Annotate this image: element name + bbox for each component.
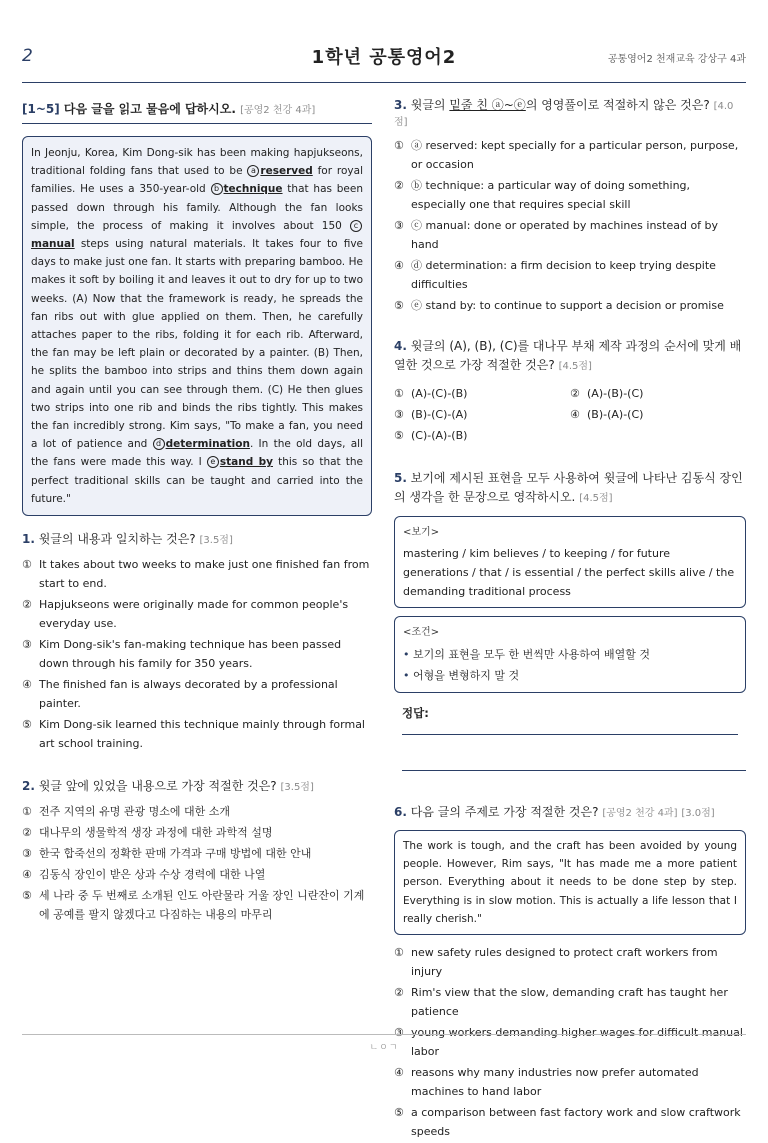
option-mark: ⑤ xyxy=(394,429,404,442)
answer-option[interactable] xyxy=(394,296,746,315)
answer-option[interactable] xyxy=(394,1063,746,1101)
left-column xyxy=(22,100,372,926)
page-footer: ㄴㅇㄱ xyxy=(369,1043,399,1053)
option-mark: ② xyxy=(394,986,404,1000)
answer-label: 정답: xyxy=(402,706,429,720)
option-text: new safety rules designed to protect craft workers from injury xyxy=(411,946,718,979)
answer-option[interactable] xyxy=(22,675,372,713)
condition-item: • 어형을 변형하지 말 것 xyxy=(403,665,737,686)
answer-option[interactable] xyxy=(22,865,372,884)
question-title xyxy=(22,530,372,547)
question-title xyxy=(394,96,746,128)
question-title xyxy=(394,469,746,508)
conditions-box xyxy=(394,616,746,693)
option-text: a comparison between fast factory work and slow craftwork speeds xyxy=(411,1106,741,1139)
section-heading xyxy=(22,100,372,124)
marker-a: a xyxy=(247,165,259,177)
answer-option[interactable] xyxy=(22,886,372,924)
option-mark: ① xyxy=(22,805,32,819)
question-number: 2. xyxy=(22,779,35,794)
option-mark: ④ xyxy=(570,408,580,421)
option-mark: ④ xyxy=(394,1066,404,1080)
option-text: (B)-(C)-(A) xyxy=(411,408,468,421)
page-number: 2 xyxy=(22,46,33,66)
option-mark: ④ xyxy=(394,259,404,272)
passage-text: for royal families. He uses a 350-year-old xyxy=(31,165,363,196)
bogi-text: mastering / kim believes / to keeping / for future generations / that / is essential / the perfect skills alive / the demanding traditional process xyxy=(403,547,735,598)
question-points: [3.0점] xyxy=(681,808,715,819)
option-text: ⓒ manual: done or operated by machines instead of by hand xyxy=(411,219,719,251)
option-text: young workers demanding higher wages for difficult manual labor xyxy=(411,1026,743,1059)
answer-option[interactable] xyxy=(22,823,372,842)
option-text: 전주 지역의 유명 관광 명소에 대한 소개 xyxy=(39,805,230,819)
option-text: 한국 합죽선의 정확한 판매 가격과 구매 방법에 대한 안내 xyxy=(39,847,312,861)
question-number: 3. xyxy=(394,98,407,112)
option-text: 세 나라 중 두 번째로 소개된 인도 아란물라 거울 장인 니란잔이 기계에 공예를 팔지 않겠다고 다짐하는 내용의 마무리 xyxy=(39,889,365,922)
option-mark: ④ xyxy=(22,868,32,882)
question-5 xyxy=(394,469,746,771)
option-text: Kim Dong-sik learned this technique mainly through formal art school training. xyxy=(39,718,365,751)
question-points: [3.5점] xyxy=(280,782,314,794)
option-text: ⓔ stand by: to continue to support a decision or promise xyxy=(411,299,724,312)
option-text: Rim's view that the slow, demanding craft has taught her patience xyxy=(411,986,728,1019)
section-instruction: 다음 글을 읽고 물음에 답하시오. xyxy=(63,102,236,116)
option-mark: ③ xyxy=(22,638,32,652)
question-text: 윗글의 xyxy=(410,98,450,112)
answer-option[interactable] xyxy=(22,802,372,821)
question-number: 4. xyxy=(394,339,407,353)
answer-option[interactable] xyxy=(22,715,372,753)
option-mark: ③ xyxy=(394,408,404,421)
bogi-label: <보기> xyxy=(403,527,440,538)
answer-option[interactable] xyxy=(394,384,570,403)
question-text: 윗글 앞에 있었을 내용으로 가장 적절한 것은? xyxy=(38,779,277,794)
option-mark: ① xyxy=(394,139,404,152)
question-title xyxy=(394,337,746,376)
question-number: 5. xyxy=(394,471,407,485)
answer-option[interactable] xyxy=(22,595,372,633)
option-mark: ② xyxy=(22,826,32,840)
option-mark: ③ xyxy=(22,847,32,861)
option-text: (B)-(A)-(C) xyxy=(587,408,644,421)
option-grid xyxy=(394,384,746,447)
passage-text: . In the old days, all the fans were made this way. I xyxy=(31,438,363,469)
answer-option[interactable] xyxy=(22,555,372,593)
question-source: [공영2 천강 4과] xyxy=(602,808,678,819)
answer-option[interactable] xyxy=(570,405,746,424)
passage-text: that has been passed down through his family. Although the fan looks simple, the process of making it involves about 150 xyxy=(31,183,363,232)
passage-text: In Jeonju, Korea, Kim Dong-sik has been making hapjukseons, traditional folding fans that used to be xyxy=(31,147,363,178)
answer-option[interactable] xyxy=(394,176,746,214)
option-mark: ③ xyxy=(394,219,404,232)
answer-option[interactable] xyxy=(22,844,372,863)
option-text: ⓑ technique: a particular way of doing something, especially one that requires special skill xyxy=(411,179,691,211)
question-text: 윗글의 내용과 일치하는 것은? xyxy=(38,532,196,547)
underlined-word-d: determination xyxy=(165,438,250,451)
option-text: ⓐ reserved: kept specially for a particular person, purpose, or occasion xyxy=(411,139,739,171)
question-points: [4.5점] xyxy=(558,361,592,372)
answer-option[interactable] xyxy=(394,1103,746,1141)
question-underlined-text: 밑줄 친 ⓐ~ⓔ xyxy=(449,98,526,112)
option-mark: ② xyxy=(394,179,404,192)
section-range: [1~5] xyxy=(22,102,60,116)
answer-option[interactable] xyxy=(570,384,746,403)
option-mark: ② xyxy=(22,598,32,612)
option-text: Hapjukseons were originally made for common people's everyday use. xyxy=(39,598,349,631)
answer-option[interactable] xyxy=(394,405,570,424)
answer-line[interactable] xyxy=(402,769,746,771)
answer-option[interactable] xyxy=(394,943,746,981)
option-text: It takes about two weeks to make just one finished fan from start to end. xyxy=(39,558,370,591)
answer-option[interactable] xyxy=(394,426,570,445)
option-text: Kim Dong-sik's fan-making technique has been passed down through his family for 350 years. xyxy=(39,638,342,671)
underlined-word-b: technique xyxy=(223,183,283,196)
marker-c: c xyxy=(350,220,362,232)
question-points: [4.0점] xyxy=(394,101,734,128)
question-text: 다음 글의 주제로 가장 적절한 것은? xyxy=(410,805,599,819)
question-3 xyxy=(394,96,746,315)
header-divider xyxy=(22,82,746,83)
passage-text: steps using natural materials. It takes four to five days to make just one fan. It starts with preparing bamboo. He makes it soft by boiling it and leaves it out to dry for up to two weeks. (A) Now that the framework is ready, he spreads the fan ribs out with glue applied on them. Then, he carefully attaches paper to the ribs, folding it for each rib. Afterward, the fan may be left plain or decorated by a painter. (B) Then, he splits the bamboo into strips and thins them down again and again until you can see through them. (C) He then glues two strips into one rib and binds the ribs tightly. This makes the fan incredibly strong. Kim says, "To make a fan, you need a lot of patience and xyxy=(31,238,363,451)
answer-option[interactable] xyxy=(394,983,746,1021)
answer-option[interactable] xyxy=(394,136,746,174)
option-mark: ① xyxy=(22,558,32,572)
passage-text: this so that the perfect traditional skills can be taught and carried into the future." xyxy=(31,456,363,505)
underlined-word-c: manual xyxy=(31,238,75,251)
question-title xyxy=(394,803,746,820)
option-text: 김동식 장인이 받은 상과 수상 경력에 대한 나열 xyxy=(39,868,266,882)
option-text: (A)-(C)-(B) xyxy=(411,387,468,400)
option-text: The finished fan is always decorated by a professional painter. xyxy=(39,678,338,711)
option-mark: ① xyxy=(394,946,404,960)
condition-item: • 보기의 표현을 모두 한 번씩만 사용하여 배열할 것 xyxy=(403,644,737,665)
question-4 xyxy=(394,337,746,447)
option-mark: ④ xyxy=(22,678,32,692)
question-text: 윗글의 (A), (B), (C)를 대나무 부채 제작 과정의 순서에 맞게 배열한 것으로 가장 적절한 것은? xyxy=(394,339,742,372)
option-text: reasons why many industries now prefer automated machines to hand labor xyxy=(411,1066,699,1099)
underlined-word-e: stand by xyxy=(219,456,273,469)
option-mark: ⑤ xyxy=(22,718,32,732)
option-mark: ⑤ xyxy=(394,299,404,312)
question-points: [3.5점] xyxy=(199,535,233,547)
question-title xyxy=(22,777,372,794)
marker-e: e xyxy=(207,456,219,468)
option-mark: ⑤ xyxy=(394,1106,404,1120)
question-text: 보기에 제시된 표현을 모두 사용하여 윗글에 나타난 김동식 장인의 생각을 한 문장으로 영작하시오. xyxy=(394,471,743,504)
option-text: 대나무의 생물학적 생장 과정에 대한 과학적 설명 xyxy=(39,826,273,840)
page-subtitle: 공통영어2 천재교육 강상구 4과 xyxy=(607,54,746,65)
question-points: [4.5점] xyxy=(579,493,613,504)
page-title: 1학년 공통영어2 xyxy=(311,47,457,68)
right-column xyxy=(394,96,746,1143)
marker-d: d xyxy=(153,438,165,450)
bogi-box xyxy=(394,516,746,608)
answer-option[interactable] xyxy=(22,635,372,673)
page-header xyxy=(22,40,746,80)
option-mark: ② xyxy=(570,387,580,400)
question-text: 의 영영풀이로 적절하지 않은 것은? xyxy=(525,98,710,112)
option-mark: ① xyxy=(394,387,404,400)
reading-passage xyxy=(22,136,372,516)
answer-option[interactable] xyxy=(394,216,746,254)
section-source: [공영2 천강 4과] xyxy=(240,105,316,116)
underlined-word-a: reserved xyxy=(260,165,313,178)
option-mark: ⑤ xyxy=(22,889,32,903)
footer-divider xyxy=(22,1034,746,1035)
answer-option[interactable] xyxy=(394,256,746,294)
question-number: 6. xyxy=(394,805,407,819)
marker-b: b xyxy=(211,183,223,195)
q6-passage: The work is tough, and the craft has been avoided by young people. However, Rim says, "It has made me a more patient person. Everything about it needs to be done step by step. Everything is in slow motion. This is actually a life lesson that I really cherish." xyxy=(394,830,746,935)
answer-line[interactable] xyxy=(402,733,738,735)
option-text: ⓓ determination: a firm decision to keep trying despite difficulties xyxy=(411,259,716,291)
conditions-label: <조건> xyxy=(403,627,440,638)
question-1 xyxy=(22,530,372,753)
question-number: 1. xyxy=(22,532,35,547)
question-2 xyxy=(22,777,372,924)
option-text: (A)-(B)-(C) xyxy=(587,387,644,400)
question-6 xyxy=(394,803,746,1141)
option-mark: ③ xyxy=(394,1026,404,1040)
option-text: (C)-(A)-(B) xyxy=(411,429,468,442)
